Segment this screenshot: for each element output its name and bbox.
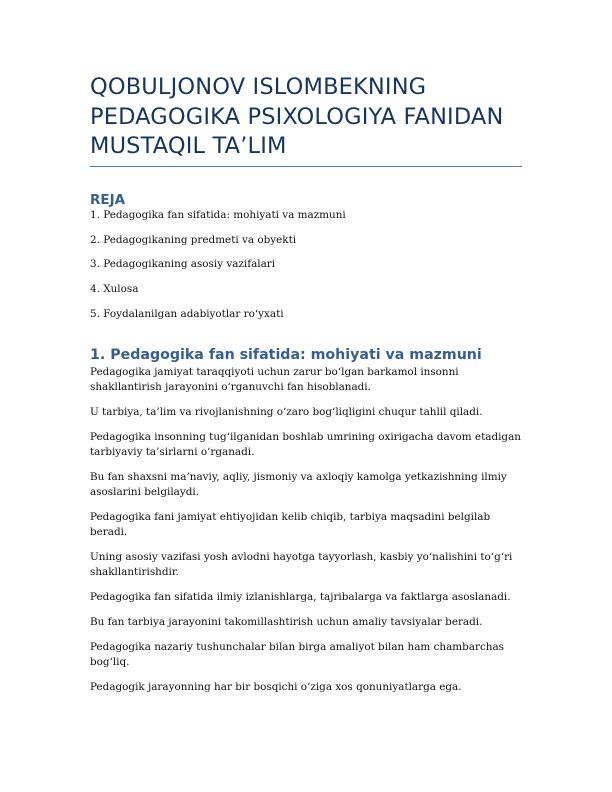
- paragraph: Bu fan shaxsni ma’naviy, aqliy, jismoniy va axloqiy kamolga yetkazishning ilmiy asoslarini belgilaydi.: [90, 471, 507, 498]
- paragraph: Pedagogika nazariy tushunchalar bilan birga amaliyot bilan ham chambarchas bog‘liq.: [90, 641, 504, 668]
- paragraph: Pedagogika insonning tug‘ilganidan boshlab umrining oxirigacha davom etadigan tarbiyaviy ta’sirlarni o‘rganadi.: [90, 431, 521, 458]
- plan-item: 4. Xulosa: [90, 283, 139, 296]
- paragraph: U tarbiya, ta’lim va rivojlanishning o‘zaro bog‘liqligini chuqur tahlil qiladi.: [90, 406, 483, 418]
- paragraph: Pedagogika jamiyat taraqqiyoti uchun zarur bo‘lgan barkamol insonni shakllantirish jarayonini o‘rganuvchi fan hisoblanadi.: [90, 366, 459, 393]
- document-title: QOBULJONOV ISLOMBEKNING PEDAGOGIKA PSIXOLOGIYA FANIDAN MUSTAQIL TA’LIM: [90, 74, 504, 159]
- paragraph: Bu fan tarbiya jarayonini takomillashtirish uchun amaliy tavsiyalar beradi.: [90, 616, 483, 628]
- title-divider: [90, 166, 522, 167]
- paragraph: Pedagogik jarayonning har bir bosqichi o‘ziga xos qonuniyatlarga ega.: [90, 681, 462, 693]
- section-heading: 1. Pedagogika fan sifatida: mohiyati va mazmuni: [90, 347, 482, 363]
- plan-list: [90, 208, 346, 331]
- paragraph: Pedagogika fan sifatida ilmiy izlanishlarga, tajribalarga va faktlarga asoslanadi.: [90, 591, 511, 603]
- plan-item: 1. Pedagogika fan sifatida: mohiyati va mazmuni: [90, 209, 346, 221]
- section-body: [90, 365, 522, 705]
- plan-item: 5. Foydalanilgan adabiyotlar ro‘yxati: [90, 307, 284, 320]
- plan-item: 3. Pedagogikaning asosiy vazifalari: [90, 258, 276, 271]
- paragraph: Uning asosiy vazifasi yosh avlodni hayotga tayyorlash, kasbiy yo‘nalishini to‘g‘ri shakllantirishdir.: [90, 551, 513, 578]
- plan-item: 2. Pedagogikaning predmeti va obyekti: [90, 233, 297, 246]
- plan-heading: REJA: [90, 192, 126, 208]
- paragraph: Pedagogika fani jamiyat ehtiyojidan kelib chiqib, tarbiya maqsadini belgilab beradi.: [90, 511, 491, 538]
